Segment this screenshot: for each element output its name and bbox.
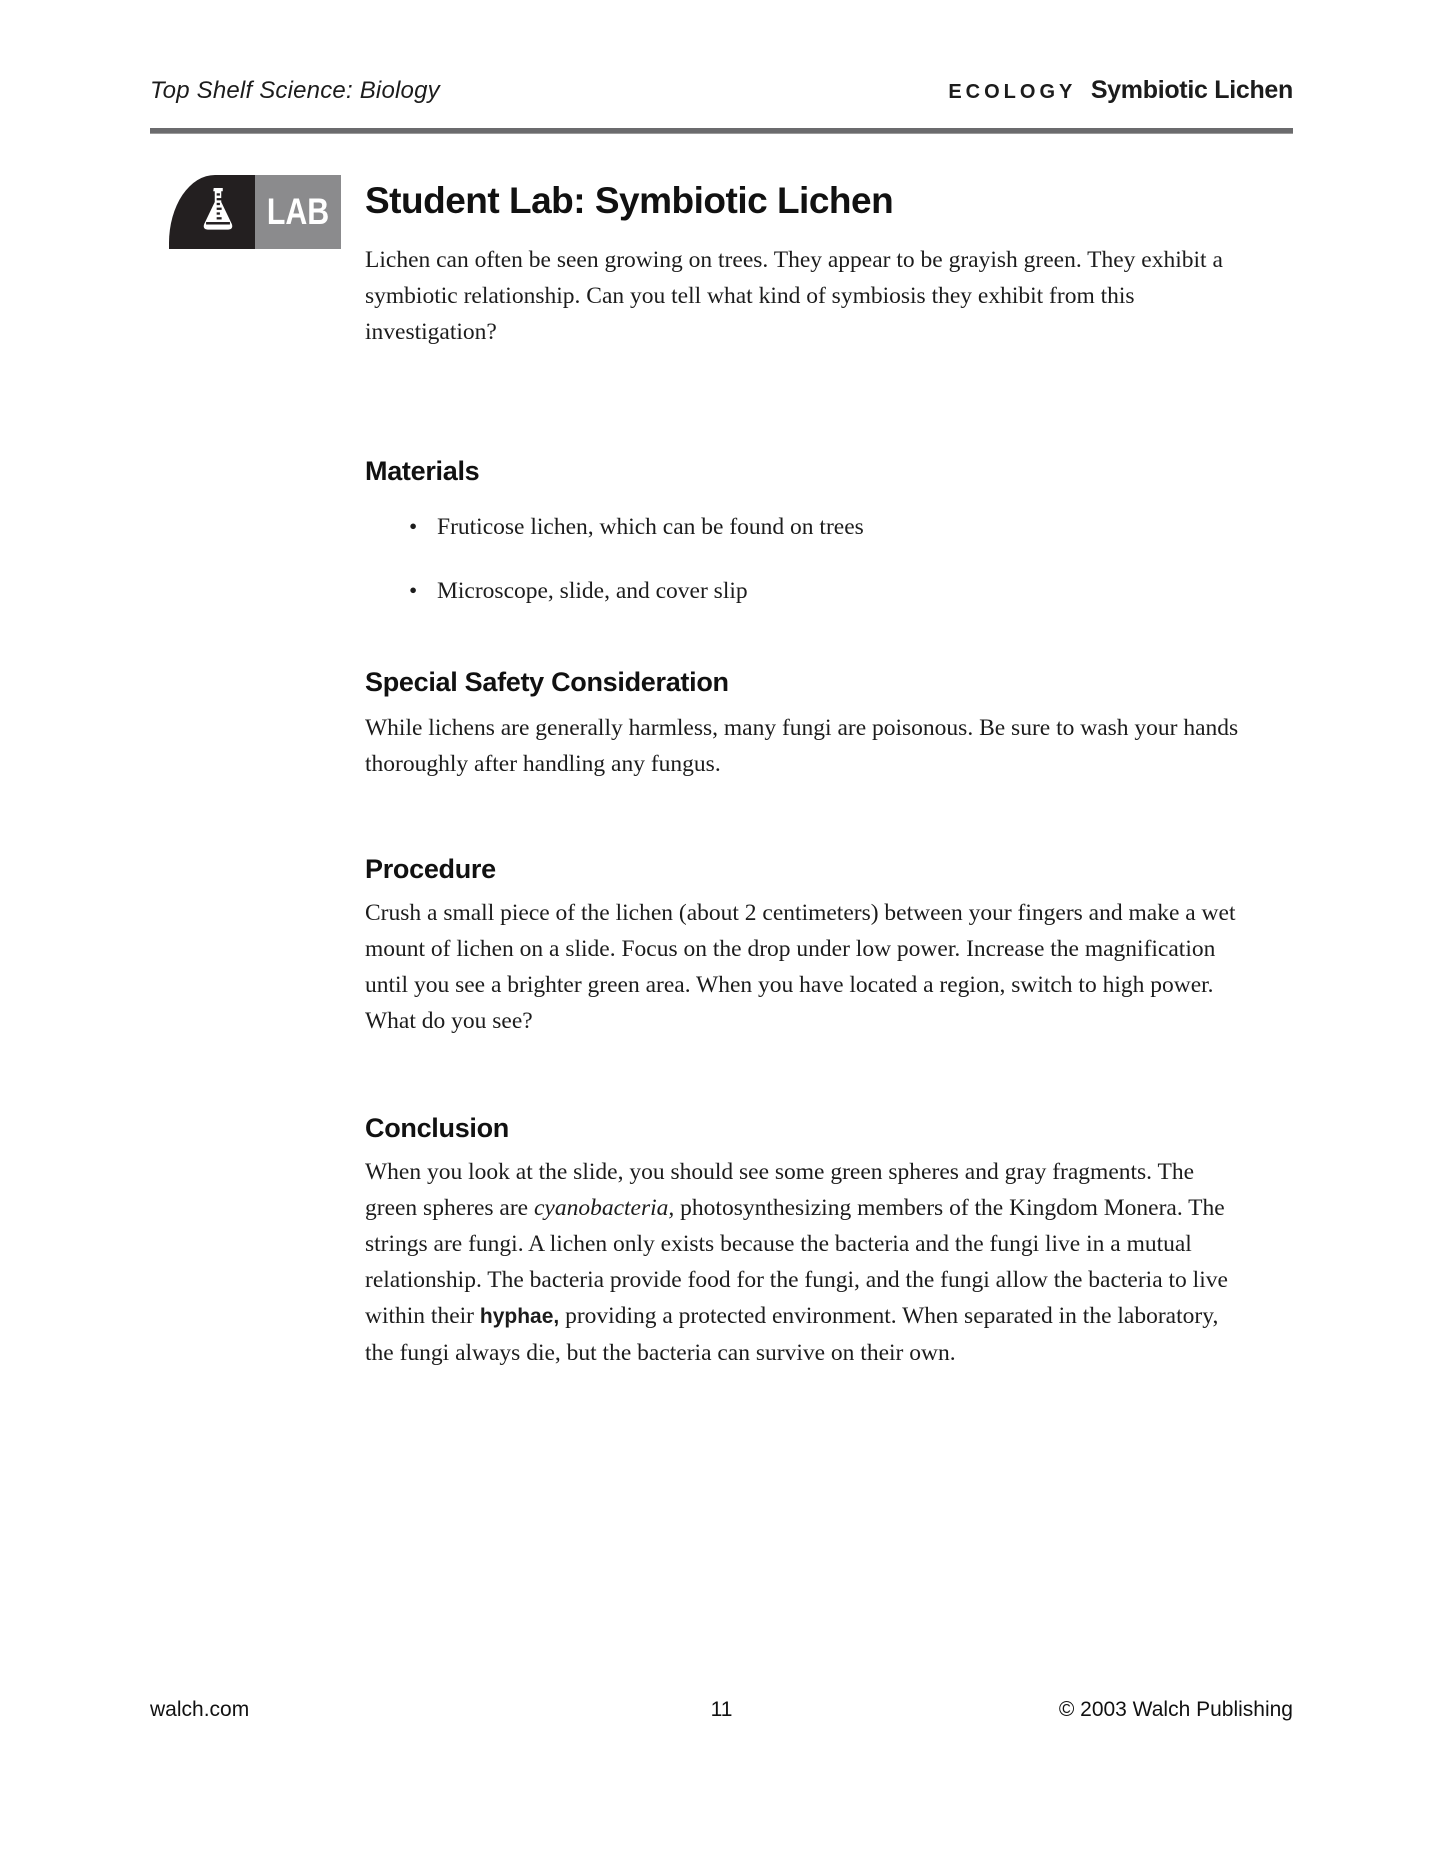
materials-list <box>365 509 1245 609</box>
chapter-topic-label: Symbiotic Lichen <box>1090 76 1293 104</box>
conclusion-paragraph <box>365 1154 1245 1371</box>
book-title: Top Shelf Science: Biology <box>150 77 440 104</box>
materials-list-item: • Fruticose lichen, which can be found on trees <box>365 509 1245 545</box>
running-head <box>150 76 1293 105</box>
running-head-right <box>948 76 1293 105</box>
footer-copyright: © 2003 Walch Publishing <box>1058 1698 1293 1721</box>
conclusion-heading: Conclusion <box>365 1113 509 1143</box>
lab-badge-black-panel <box>169 175 255 249</box>
footer-website: walch.com <box>150 1698 250 1721</box>
materials-heading: Materials <box>365 456 480 486</box>
materials-list-item: • Microscope, slide, and cover slip <box>365 573 1245 609</box>
header-rule <box>150 128 1293 134</box>
flask-icon <box>197 185 239 240</box>
text-run: cyanobacteria, <box>533 1195 675 1221</box>
safety-paragraph: While lichens are generally harmless, many fungi are poisonous. Be sure to wash your hands thoroughly after handling any fungus. <box>365 715 1239 777</box>
lab-badge-label: LAB <box>266 191 330 232</box>
intro-paragraph: Lichen can often be seen growing on trees. They appear to be grayish green. They exhibit a symbiotic relationship. Can you tell what kind of symbiosis they exhibit from this investigation? <box>365 247 1223 345</box>
page-number: 11 <box>710 1698 733 1721</box>
lab-badge-label-panel <box>255 175 341 249</box>
page-title: Student Lab: Symbiotic Lichen <box>365 180 894 221</box>
chapter-section-label: ECOLOGY <box>948 81 1077 103</box>
lab-badge <box>169 175 341 249</box>
text-run: providing a protected environment. When separated in the laboratory, the fungi always die, but the bacteria can survive on their own. <box>365 1303 1219 1366</box>
procedure-paragraph: Crush a small piece of the lichen (about 2 centimeters) between your fingers and make a wet mount of lichen on a slide. Focus on the drop under low power. Increase the magnification until you see a brighter green area. When you have located a region, switch to high power. What do you see? <box>365 900 1236 1034</box>
text-run: hyphae, <box>479 1305 560 1328</box>
text-run: photosynthesizing members of the Kingdom Monera. The strings are fungi. A lichen only exists because the bacteria and the fungi live in a mutual relationship. The bacteria provide food for the fungi, and the fungi allow the bacteria to live within their <box>365 1195 1228 1329</box>
procedure-heading: Procedure <box>365 854 496 884</box>
safety-heading: Special Safety Consideration <box>365 667 729 697</box>
text-run: When you look at the slide, you should see some green spheres and gray fragments. The green spheres are <box>365 1159 1195 1221</box>
document-body <box>365 242 1245 1371</box>
